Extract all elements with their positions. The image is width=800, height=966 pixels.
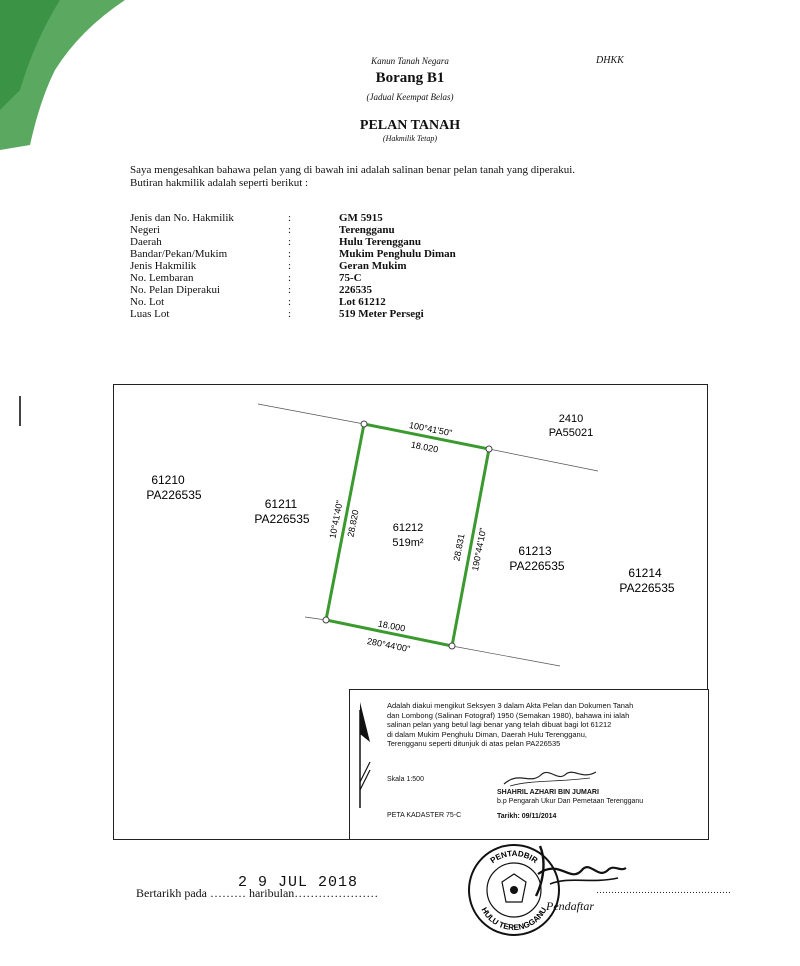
boundary-marker <box>486 446 492 452</box>
detail-separator: : <box>288 296 292 308</box>
detail-value: 226535 <box>339 284 372 296</box>
neighbour-2410-lot: 2410 <box>558 413 584 425</box>
cadastral-map-no: PETA KADASTER 75-C <box>387 812 462 819</box>
adjoining-line-top-left <box>258 404 364 424</box>
distance-left: 28.820 <box>345 508 361 538</box>
detail-separator: : <box>288 284 292 296</box>
boundary-marker <box>361 421 367 427</box>
neighbour-61210-lot: 61210 <box>151 473 185 487</box>
certification-date: Tarikh: 09/11/2014 <box>497 813 557 820</box>
detail-value: Lot 61212 <box>339 296 386 308</box>
distance-bottom: 18.000 <box>377 618 407 634</box>
detail-value: 519 Meter Persegi <box>339 308 424 320</box>
detail-label: No. Lot <box>130 296 165 308</box>
detail-label: No. Lembaran <box>130 272 194 284</box>
neighbour-61213-plan: PA226535 <box>509 559 565 573</box>
lot-area: 519m² <box>392 537 424 549</box>
form-title: Borang B1 <box>375 70 445 86</box>
neighbour-61214-lot: 61214 <box>628 566 662 580</box>
distance-right: 28.831 <box>451 532 467 562</box>
detail-separator: : <box>288 248 292 260</box>
detail-label: Bandar/Pekan/Mukim <box>130 248 228 260</box>
adjoining-line-bottom-right <box>452 646 560 666</box>
bearing-top: 100°41'50" <box>408 419 453 439</box>
document-subtitle: (Hakmilik Tetap) <box>382 134 438 143</box>
detail-value: GM 5915 <box>339 212 383 224</box>
signer-name: SHAHRIL AZHARI BIN JUMARI <box>497 789 599 796</box>
cert-line: Adalah diakui mengikut Seksyen 3 dalam Akta Pelan dan Dokumen Tanah <box>387 701 634 710</box>
bearing-left: 10°41'40" <box>327 499 345 540</box>
cert-line: salinan pelan yang betul lagi benar yang telah dibuat bagi lot 61212 <box>387 720 612 729</box>
detail-value: Geran Mukim <box>339 260 407 272</box>
detail-value: Hulu Terengganu <box>339 236 422 248</box>
detail-label: Daerah <box>130 236 162 248</box>
dated-line: Bertarikh pada ……… haribulan………………… <box>136 886 379 900</box>
neighbour-61214-plan: PA226535 <box>619 581 675 595</box>
detail-separator: : <box>288 272 292 284</box>
detail-separator: : <box>288 212 292 224</box>
boundary-marker <box>449 643 455 649</box>
north-arrow-icon <box>352 700 376 810</box>
act-name: Kanun Tanah Negara <box>371 56 449 66</box>
registrar-dots: ……………………………………… <box>596 885 731 895</box>
bearing-bottom: 280°44'00" <box>366 635 411 655</box>
detail-label: Luas Lot <box>130 308 170 320</box>
detail-separator: : <box>288 308 292 320</box>
adjoining-line-top-right <box>489 449 598 471</box>
certification-text <box>387 701 702 749</box>
detail-separator: : <box>288 224 292 236</box>
detail-value: Mukim Penghulu Diman <box>339 248 456 260</box>
detail-separator: : <box>288 260 292 272</box>
bearing-right: 190°44'10" <box>469 527 489 572</box>
neighbour-2410-plan: PA55021 <box>548 427 594 439</box>
neighbour-61213-lot: 61213 <box>518 544 552 558</box>
schedule-label: (Jadual Keempat Belas) <box>366 92 454 102</box>
detail-label: Jenis dan No. Hakmilik <box>130 212 234 224</box>
map-scale: Skala 1:500 <box>387 776 424 783</box>
detail-label: Jenis Hakmilik <box>130 260 197 272</box>
detail-value: 75-C <box>339 272 362 284</box>
lot-number: 61212 <box>392 522 424 534</box>
form-code: DHKK <box>596 55 624 66</box>
seal-text-bottom: HULU TERENGGANU <box>479 905 549 933</box>
detail-label: No. Pelan Diperakui <box>130 284 221 296</box>
detail-separator: : <box>288 236 292 248</box>
detail-value: Terengganu <box>339 224 395 236</box>
detail-label: Negeri <box>130 224 160 236</box>
intro-line-1: Saya mengesahkan bahawa pelan yang di bawah ini adalah salinan benar pelan tanah yang diperakui. <box>130 164 576 176</box>
neighbour-61210-plan: PA226535 <box>146 488 202 502</box>
intro-line-2: Butiran hakmilik adalah seperti berikut : <box>130 177 309 189</box>
neighbour-61211-lot: 61211 <box>264 497 298 511</box>
cert-line: Terengganu seperti ditunjuk di atas pelan PA226535 <box>387 739 561 748</box>
seal-text-top: PENTADBIR <box>488 848 540 866</box>
distance-top: 18.020 <box>410 439 440 455</box>
date-stamp: 2 9 JUL 2018 <box>238 874 359 891</box>
document-title: PELAN TANAH <box>359 118 461 133</box>
surveyor-signature <box>500 766 600 790</box>
boundary-marker <box>323 617 329 623</box>
signer-title: b.p Pengarah Ukur Dan Pemetaan Terengganu <box>497 798 644 805</box>
cert-line: di dalam Mukim Penghulu Diman, Daerah Hulu Terengganu, <box>387 729 587 739</box>
cert-line: dan Lombong (Salinan Fotograf) 1950 (Semakan 1980), bahawa ini ialah <box>387 710 630 720</box>
neighbour-61211-plan: PA226535 <box>254 512 310 526</box>
registrar-label: Pendaftar <box>546 899 594 913</box>
